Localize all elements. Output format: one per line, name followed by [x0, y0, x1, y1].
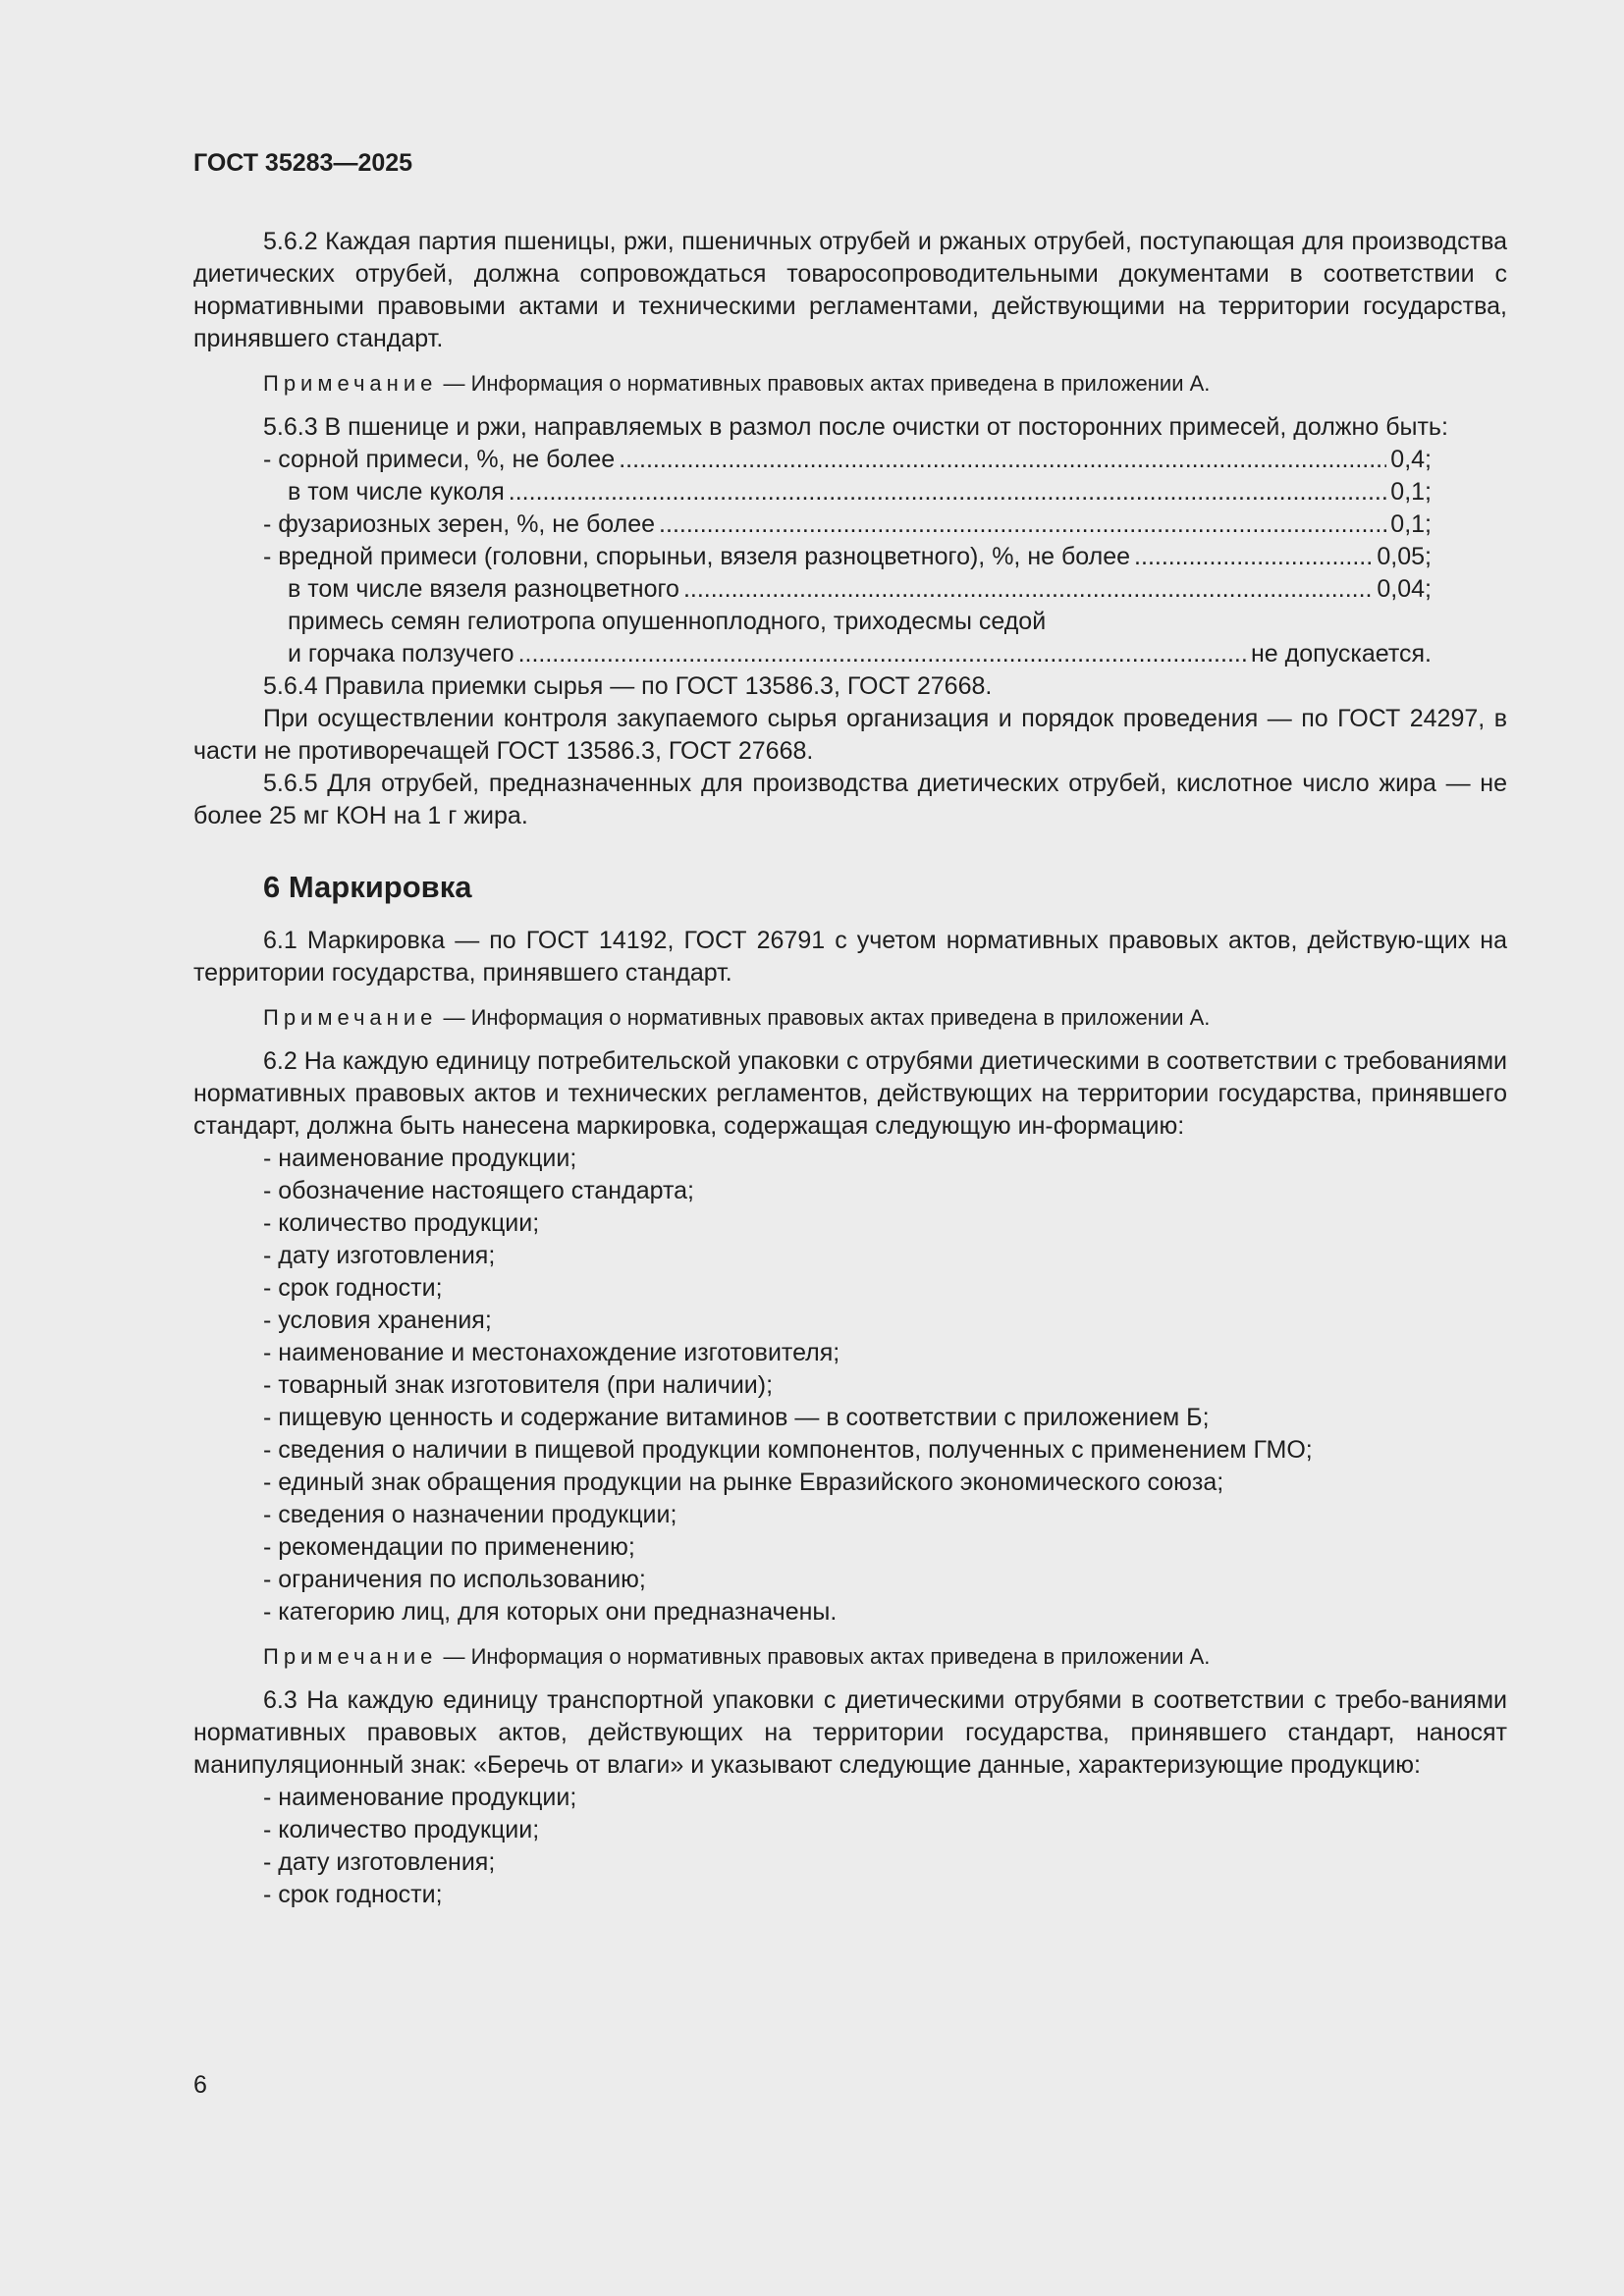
section-6-title: 6 Маркировка: [263, 870, 472, 904]
impurity-value: 0,1;: [1390, 478, 1432, 506]
list-item: - наименование продукции;: [263, 1784, 577, 1811]
clause-6-3: 6.3 На каждую единицу транспортной упаковки с диетическими отрубями в соответствии с требо-ваниями нормативных правовых актов, действующих на территории государства, принявшего стандарт, наносят манипуляционный знак: «Беречь от влаги» и указывают следующие данные, характеризующие продукцию:: [193, 1686, 1507, 1779]
impurity-label: в том числе вязеля разноцветного: [288, 575, 679, 603]
dot-leader: [509, 476, 1387, 508]
impurity-row: [288, 476, 1432, 508]
clause-5-6-3: 5.6.3 В пшенице и ржи, направляемых в размол после очистки от посторонних примесей, должно быть:: [263, 413, 1448, 441]
note: [263, 367, 1507, 400]
impurity-value: не допускается.: [1250, 640, 1432, 667]
impurity-value: 0,05;: [1377, 543, 1432, 570]
list-item: - наименование и местонахождение изготовителя;: [263, 1339, 840, 1366]
list-item: - количество продукции;: [263, 1816, 540, 1843]
note-text: — Информация о нормативных правовых актах приведена в приложении А.: [443, 371, 1211, 396]
note: [263, 1640, 1507, 1673]
list-item: - обозначение настоящего стандарта;: [263, 1177, 694, 1204]
clause-6-1: 6.1 Маркировка — по ГОСТ 14192, ГОСТ 26791 с учетом нормативных правовых актов, действую-щих на территории государства, принявшего стандарт.: [193, 927, 1507, 987]
heliotrope-line: примесь семян гелиотропа опушенноплодного, триходесмы седой: [288, 608, 1047, 635]
impurity-label: - сорной примеси, %, не более: [263, 446, 616, 473]
list-item: - условия хранения;: [263, 1307, 492, 1334]
marking-list: [193, 1143, 1507, 1629]
impurity-label: и горчака ползучего: [288, 640, 514, 667]
impurity-row: [288, 638, 1432, 670]
impurity-value: 0,1;: [1390, 510, 1432, 538]
clause-5-6-4: 5.6.4 Правила приемки сырья — по ГОСТ 13586.3, ГОСТ 27668.: [263, 672, 993, 700]
dot-leader: [683, 573, 1373, 606]
impurity-value: 0,4;: [1390, 446, 1432, 473]
dot-leader: [1134, 541, 1373, 573]
transport-list: [193, 1782, 1507, 1911]
list-item: - ограничения по использованию;: [263, 1566, 646, 1593]
impurity-value: 0,04;: [1377, 575, 1432, 603]
clause-5-6-5: 5.6.5 Для отрубей, предназначенных для производства диетических отрубей, кислотное число жира — не более 25 мг КОН на 1 г жира.: [193, 770, 1507, 829]
dot-leader: [659, 508, 1386, 541]
list-item: - срок годности;: [263, 1881, 443, 1908]
clause-5-6-2: 5.6.2 Каждая партия пшеницы, ржи, пшеничных отрубей и ржаных отрубей, поступающая для производства диетических отрубей, должна сопровождаться товаросопроводительными документами в соответствии с нормативными правовыми актами и техническими регламентами, действующими на территории государства, принявшего стандарт.: [193, 228, 1507, 352]
note-text: — Информация о нормативных правовых актах приведена в приложении А.: [443, 1644, 1211, 1669]
list-item: - категорию лиц, для которых они предназначены.: [263, 1598, 838, 1626]
impurity-row: [263, 508, 1432, 541]
page-number: 6: [193, 2071, 207, 2099]
list-item: - рекомендации по применению;: [263, 1533, 635, 1561]
note-text: — Информация о нормативных правовых актах приведена в приложении А.: [443, 1005, 1211, 1030]
impurity-row: [288, 573, 1432, 606]
list-item: - дату изготовления;: [263, 1242, 496, 1269]
note: [263, 1001, 1507, 1034]
impurity-row: [263, 444, 1432, 476]
impurity-label: - фузариозных зерен, %, не более: [263, 510, 656, 538]
list-item: - дату изготовления;: [263, 1848, 496, 1876]
dot-leader: [518, 638, 1247, 670]
list-item: - пищевую ценность и содержание витаминов — в соответствии с приложением Б;: [263, 1404, 1210, 1431]
list-item: - срок годности;: [263, 1274, 443, 1302]
note-label: Примечание: [263, 1644, 438, 1669]
list-item: - единый знак обращения продукции на рынке Евразийского экономического союза;: [263, 1468, 1224, 1496]
note-label: Примечание: [263, 1005, 438, 1030]
clause-5-6-4-control: При осуществлении контроля закупаемого сырья организация и порядок проведения — по ГОСТ 24297, в части не противоречащей ГОСТ 13586.3, ГОСТ 27668.: [193, 705, 1507, 765]
note-label: Примечание: [263, 371, 438, 396]
impurity-row: [263, 541, 1432, 573]
document-page: [193, 147, 1507, 1911]
dot-leader: [619, 444, 1386, 476]
document-header: ГОСТ 35283—2025: [193, 149, 413, 177]
list-item: - сведения о назначении продукции;: [263, 1501, 677, 1528]
list-item: - товарный знак изготовителя (при наличии);: [263, 1371, 774, 1399]
impurity-label: в том числе куколя: [288, 478, 505, 506]
list-item: - сведения о наличии в пищевой продукции компонентов, полученных с применением ГМО;: [263, 1436, 1313, 1464]
list-item: - количество продукции;: [263, 1209, 540, 1237]
clause-6-2: 6.2 На каждую единицу потребительской упаковки с отрубями диетическими в соответствии с требованиями нормативных правовых актов и технических регламентов, действующих на территории государства, принявшего стандарт, должна быть нанесена маркировка, содержащая следующую ин-формацию:: [193, 1047, 1507, 1140]
list-item: - наименование продукции;: [263, 1145, 577, 1172]
impurity-label: - вредной примеси (головни, спорыньи, вязеля разноцветного), %, не более: [263, 543, 1131, 570]
